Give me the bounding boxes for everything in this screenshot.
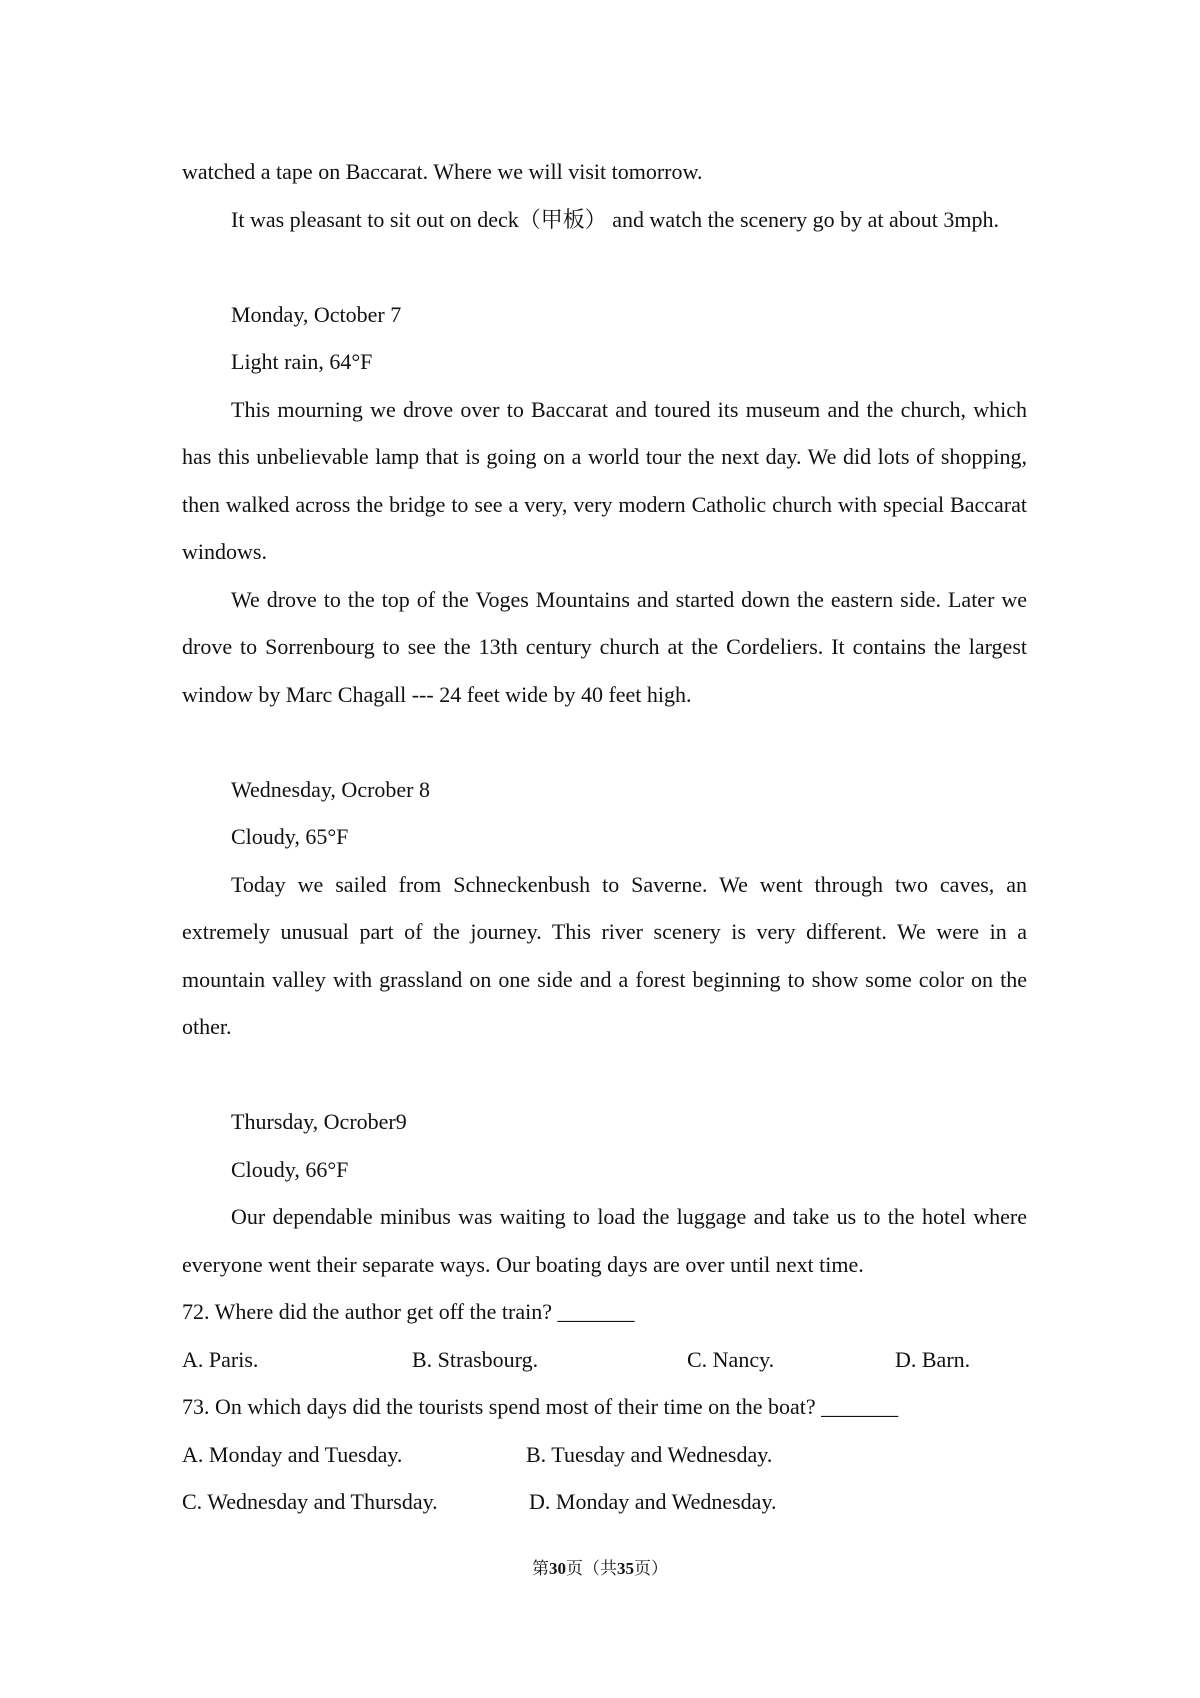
- option-row: [182, 1478, 1027, 1526]
- option-b: B. Tuesday and Wednesday.: [526, 1441, 773, 1467]
- page-footer: [0, 1558, 1200, 1580]
- question-73: [182, 1383, 1027, 1526]
- spacer: [182, 243, 1027, 291]
- total-pages: 35: [617, 1559, 634, 1578]
- option-row: [182, 1336, 1027, 1384]
- footer-middle: 页（共: [566, 1559, 617, 1578]
- question-stem: 72. Where did the author get off the train? _______: [182, 1299, 635, 1324]
- entry-paragraph: Our dependable minibus was waiting to load the luggage and take us to the hotel where everyone went their separate ways. Our boating days are over until next time.: [182, 1204, 1027, 1277]
- question-stem: 73. On which days did the tourists spend most of their time on the boat? _______: [182, 1394, 899, 1419]
- diary-entry-thursday: [182, 1098, 1027, 1288]
- entry-weather: Cloudy, 65°F: [231, 824, 349, 849]
- option-row: [182, 1431, 1027, 1479]
- option-c: C. Nancy.: [687, 1346, 775, 1372]
- entry-date: Monday, October 7: [231, 301, 402, 327]
- option-a: A. Monday and Tuesday.: [182, 1441, 403, 1467]
- continuation-line: watched a tape on Baccarat. Where we will visit tomorrow.: [182, 159, 703, 184]
- option-c: C. Wednesday and Thursday.: [182, 1489, 438, 1514]
- passage-body: [182, 148, 1027, 1526]
- diary-entry-wednesday: [182, 766, 1027, 1051]
- footer-suffix: 页）: [634, 1559, 668, 1578]
- question-72: [182, 1288, 1027, 1383]
- option-a: A. Paris.: [182, 1346, 259, 1372]
- entry-paragraph: This mourning we drove over to Baccarat and toured its museum and the church, which has this unbelievable lamp that is going on a world tour the next day. We did lots of shopping, then walked across the bridge to see a very, very modern Catholic church with special Baccarat windows.: [182, 396, 1027, 564]
- entry-date: Wednesday, Ocrober 8: [231, 776, 430, 802]
- option-b: B. Strasbourg.: [412, 1346, 539, 1372]
- page-number: 30: [549, 1559, 566, 1578]
- footer-prefix: 第: [532, 1559, 549, 1578]
- entry-paragraph: Today we sailed from Schneckenbush to Saverne. We went through two caves, an extremely unusual part of the journey. This river scenery is very different. We were in a mountain valley with grassland on one side and a forest beginning to show some color on the other.: [182, 871, 1027, 1039]
- spacer: [182, 1051, 1027, 1099]
- deck-paragraph: It was pleasant to sit out on deck（甲板） and watch the scenery go by at about 3mph.: [231, 206, 999, 232]
- diary-entry-monday: [182, 291, 1027, 719]
- spacer: [182, 718, 1027, 766]
- entry-paragraph: We drove to the top of the Voges Mountains and started down the eastern side. Later we drove to Sorrenbourg to see the 13th century church at the Cordeliers. It contains the largest window by Marc Chagall --- 24 feet wide by 40 feet high.: [182, 586, 1027, 707]
- entry-weather: Cloudy, 66°F: [231, 1156, 349, 1182]
- entry-date: Thursday, Ocrober9: [231, 1109, 407, 1134]
- option-d: D. Monday and Wednesday.: [529, 1489, 777, 1514]
- option-d: D. Barn.: [895, 1346, 971, 1372]
- entry-weather: Light rain, 64°F: [231, 349, 373, 374]
